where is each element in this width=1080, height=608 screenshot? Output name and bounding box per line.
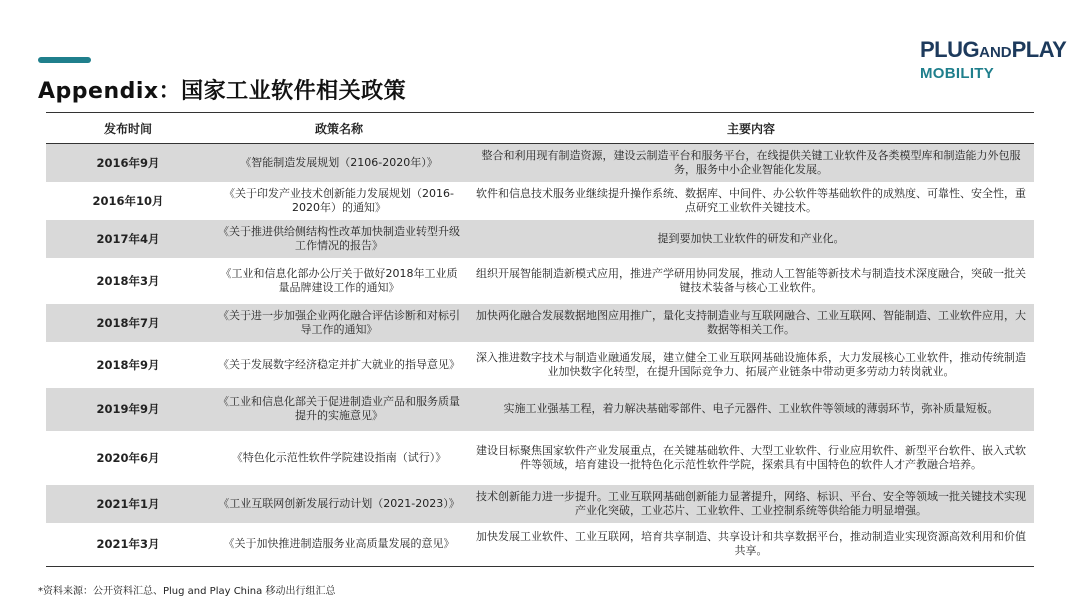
row-policy-name: 《关于推进供给侧结构性改革加快制造业转型升级工作情况的报告》 bbox=[210, 220, 468, 258]
row-date: 2020年6月 bbox=[46, 431, 210, 485]
row-policy-name: 《特色化示范性软件学院建设指南（试行）》 bbox=[210, 431, 468, 485]
plug-and-play-logo bbox=[920, 37, 1067, 83]
row-content: 深入推进数字技术与制造业融通发展，建立健全工业互联网基础设施体系，大力发展核心工业软件，推动传统制造业加快数字化转型，在提升国际竞争力、拓展产业链条中带动更多劳动力转岗就业。 bbox=[468, 342, 1034, 388]
row-date: 2016年9月 bbox=[46, 144, 210, 182]
row-content: 加快两化融合发展数据地图应用推广，量化支持制造业与互联网融合、工业互联网、智能制造、工业软件应用，大数据等相关工作。 bbox=[468, 304, 1034, 342]
column-header-content: 主要内容 bbox=[468, 113, 1034, 144]
table-row bbox=[46, 220, 1034, 258]
row-date: 2017年4月 bbox=[46, 220, 210, 258]
row-content: 整合和利用现有制造资源，建设云制造平台和服务平台，在线提供关键工业软件及各类模型库和制造能力外包服务，服务中小企业智能化发展。 bbox=[468, 144, 1034, 182]
row-content: 技术创新能力进一步提升。工业互联网基础创新能力显著提升，网络、标识、平台、安全等领域一批关键技术实现产业化突破，工业芯片、工业软件、工业控制系统等供给能力明显增强。 bbox=[468, 485, 1034, 523]
column-header-date: 发布时间 bbox=[46, 113, 210, 144]
row-date: 2021年1月 bbox=[46, 485, 210, 523]
table-row bbox=[46, 304, 1034, 342]
table-row bbox=[46, 431, 1034, 485]
row-policy-name: 《工业互联网创新发展行动计划（2021-2023）》 bbox=[210, 485, 468, 523]
row-policy-name: 《关于印发产业技术创新能力发展规划（2016-2020年）的通知》 bbox=[210, 182, 468, 220]
row-content: 建设目标聚焦国家软件产业发展重点，在关键基础软件、大型工业软件、行业应用软件、新型平台软件、嵌入式软件等领域，培育建设一批特色化示范性软件学院，探索具有中国特色的软件人才产教融合培养。 bbox=[468, 431, 1034, 485]
row-date: 2016年10月 bbox=[46, 182, 210, 220]
row-content: 实施工业强基工程，着力解决基础零部件、电子元器件、工业软件等领域的薄弱环节，弥补质量短板。 bbox=[468, 388, 1034, 431]
row-content: 提到要加快工业软件的研发和产业化。 bbox=[468, 220, 1034, 258]
policy-table bbox=[46, 112, 1034, 567]
column-header-policy-name: 政策名称 bbox=[210, 113, 468, 144]
row-content: 组织开展智能制造新模式应用，推进产学研用协同发展，推动人工智能等新技术与制造技术深度融合，突破一批关键技术装备与核心工业软件。 bbox=[468, 258, 1034, 304]
page-title: Appendix：国家工业软件相关政策 bbox=[38, 79, 407, 104]
table-row bbox=[46, 388, 1034, 431]
row-date: 2019年9月 bbox=[46, 388, 210, 431]
table-row bbox=[46, 182, 1034, 220]
table-header-row bbox=[46, 113, 1034, 144]
row-policy-name: 《关于加快推进制造服务业高质量发展的意见》 bbox=[210, 523, 468, 567]
table-row bbox=[46, 342, 1034, 388]
row-date: 2018年9月 bbox=[46, 342, 210, 388]
logo-subtitle: MOBILITY bbox=[920, 65, 995, 82]
accent-bar bbox=[38, 57, 91, 63]
source-footnote: *资料来源：公开资料汇总、Plug and Play China 移动出行组汇总 bbox=[38, 586, 336, 597]
table-row bbox=[46, 523, 1034, 567]
row-policy-name: 《关于发展数字经济稳定并扩大就业的指导意见》 bbox=[210, 342, 468, 388]
table-row bbox=[46, 258, 1034, 304]
logo-wordmark: PLUGANDPLAY bbox=[920, 37, 1067, 62]
row-date: 2018年3月 bbox=[46, 258, 210, 304]
row-date: 2021年3月 bbox=[46, 523, 210, 567]
table-row bbox=[46, 485, 1034, 523]
table-row bbox=[46, 144, 1034, 182]
row-policy-name: 《智能制造发展规划（2106-2020年）》 bbox=[210, 144, 468, 182]
row-policy-name: 《工业和信息化部办公厅关于做好2018年工业质量品牌建设工作的通知》 bbox=[210, 258, 468, 304]
row-date: 2018年7月 bbox=[46, 304, 210, 342]
row-policy-name: 《工业和信息化部关于促进制造业产品和服务质量提升的实施意见》 bbox=[210, 388, 468, 431]
row-content: 加快发展工业软件、工业互联网，培育共享制造、共享设计和共享数据平台，推动制造业实现资源高效利用和价值共享。 bbox=[468, 523, 1034, 567]
row-content: 软件和信息技术服务业继续提升操作系统、数据库、中间件、办公软件等基础软件的成熟度、可靠性、安全性，重点研究工业软件关键技术。 bbox=[468, 182, 1034, 220]
row-policy-name: 《关于进一步加强企业两化融合评估诊断和对标引导工作的通知》 bbox=[210, 304, 468, 342]
